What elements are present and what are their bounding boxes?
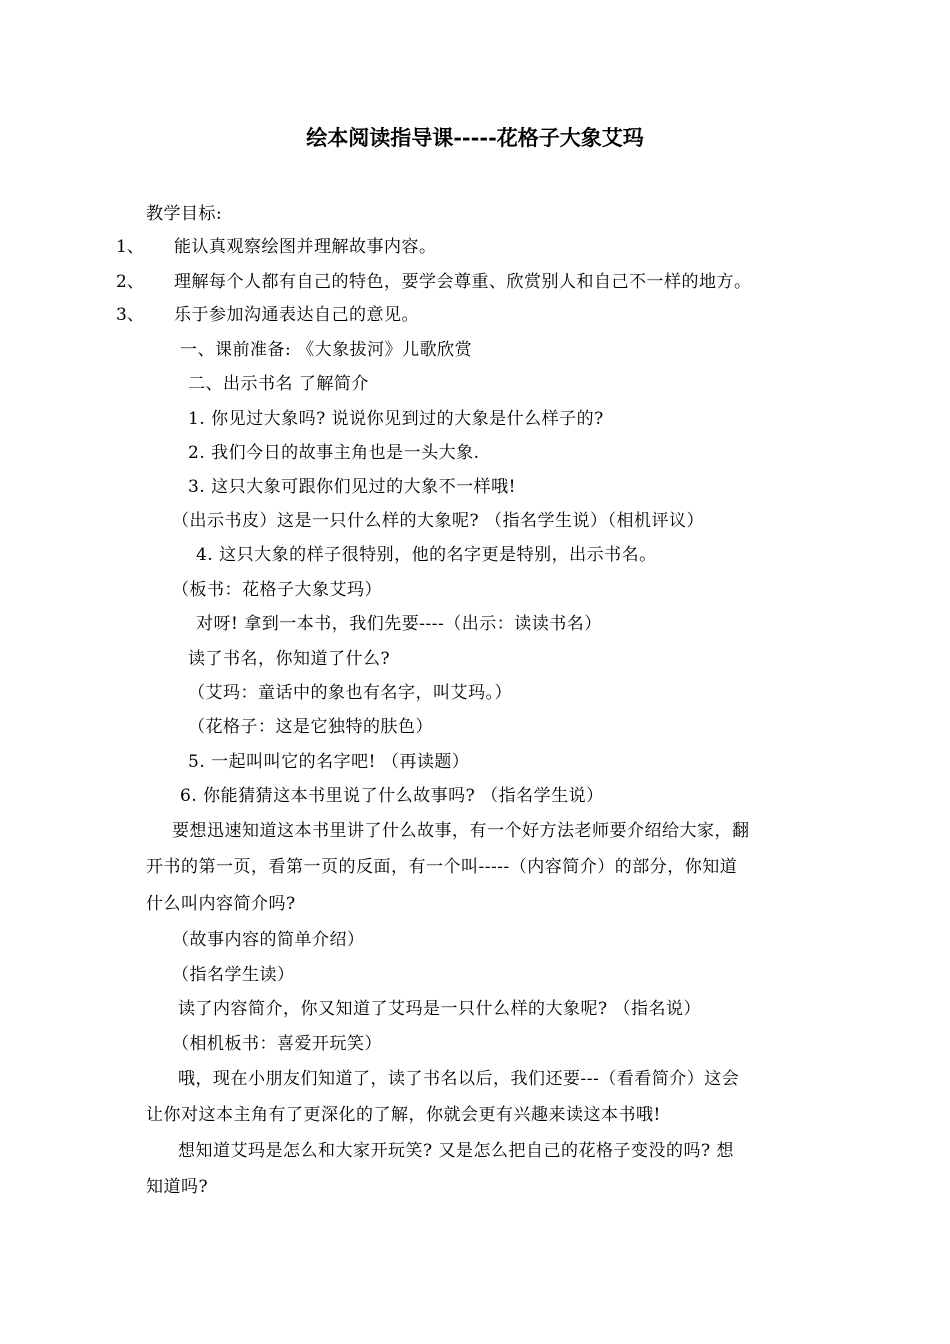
body-line: 什么叫内容简介吗?	[146, 894, 296, 914]
body-line: 6. 你能猜猜这本书里说了什么故事吗? （指名学生说）	[180, 786, 604, 806]
objective-number: 3、	[116, 305, 144, 325]
objective-number: 1、	[116, 237, 144, 257]
body-line: 开书的第一页，看第一页的反面，有一个叫-----（内容简介）的部分，你知道	[146, 857, 738, 877]
body-line: （相机板书：喜爱开玩笑）	[172, 1034, 382, 1054]
body-line: （花格子：这是它独特的肤色）	[188, 717, 433, 737]
section-heading: 一、课前准备: 《大象拔河》儿歌欣赏	[180, 340, 473, 360]
objective-number: 2、	[116, 272, 144, 292]
objective-text: 理解每个人都有自己的特色，要学会尊重、欣赏别人和自己不一样的地方。	[174, 272, 752, 292]
body-line: 4. 这只大象的样子很特别，他的名字更是特别，出示书名。	[196, 545, 657, 565]
objectives-heading: 教学目标:	[146, 204, 223, 224]
body-line: 对呀! 拿到一本书，我们先要----（出示：读读书名）	[196, 614, 602, 634]
body-line: 让你对这本主角有了更深化的了解，你就会更有兴趣来读这本书哦!	[146, 1105, 661, 1125]
body-line: 读了书名，你知道了什么?	[188, 649, 391, 669]
objective-text: 乐于参加沟通表达自己的意见。	[174, 305, 419, 325]
body-line: 1. 你见过大象吗? 说说你见到过的大象是什么样子的?	[188, 409, 604, 429]
body-line: 2. 我们今日的故事主角也是一头大象.	[188, 443, 480, 463]
section-heading: 二、出示书名 了解简介	[188, 374, 369, 394]
body-line: 5. 一起叫叫它的名字吧! （再读题）	[188, 752, 470, 772]
body-line: 知道吗?	[146, 1177, 209, 1197]
body-line: 3. 这只大象可跟你们见过的大象不一样哦!	[188, 477, 516, 497]
body-line: （板书：花格子大象艾玛）	[172, 580, 382, 600]
body-line: （指名学生读）	[172, 965, 295, 985]
body-line: 想知道艾玛是怎么和大家开玩笑? 又是怎么把自己的花格子变没的吗? 想	[178, 1141, 735, 1161]
objective-text: 能认真观察绘图并理解故事内容。	[174, 237, 437, 257]
body-line: （故事内容的简单介绍）	[172, 930, 365, 950]
body-line: （出示书皮）这是一只什么样的大象呢? （指名学生说）（相机评议）	[172, 511, 705, 531]
body-line: 读了内容简介，你又知道了艾玛是一只什么样的大象呢? （指名说）	[178, 999, 702, 1019]
body-line: （艾玛：童话中的象也有名字，叫艾玛。）	[188, 683, 512, 703]
body-line: 要想迅速知道这本书里讲了什么故事，有一个好方法老师要介绍给大家，翻	[172, 821, 750, 841]
document-title: 绘本阅读指导课-----花格子大象艾玛	[306, 125, 644, 150]
body-line: 哦，现在小朋友们知道了，读了书名以后，我们还要---（看看简介）这会	[178, 1069, 740, 1089]
